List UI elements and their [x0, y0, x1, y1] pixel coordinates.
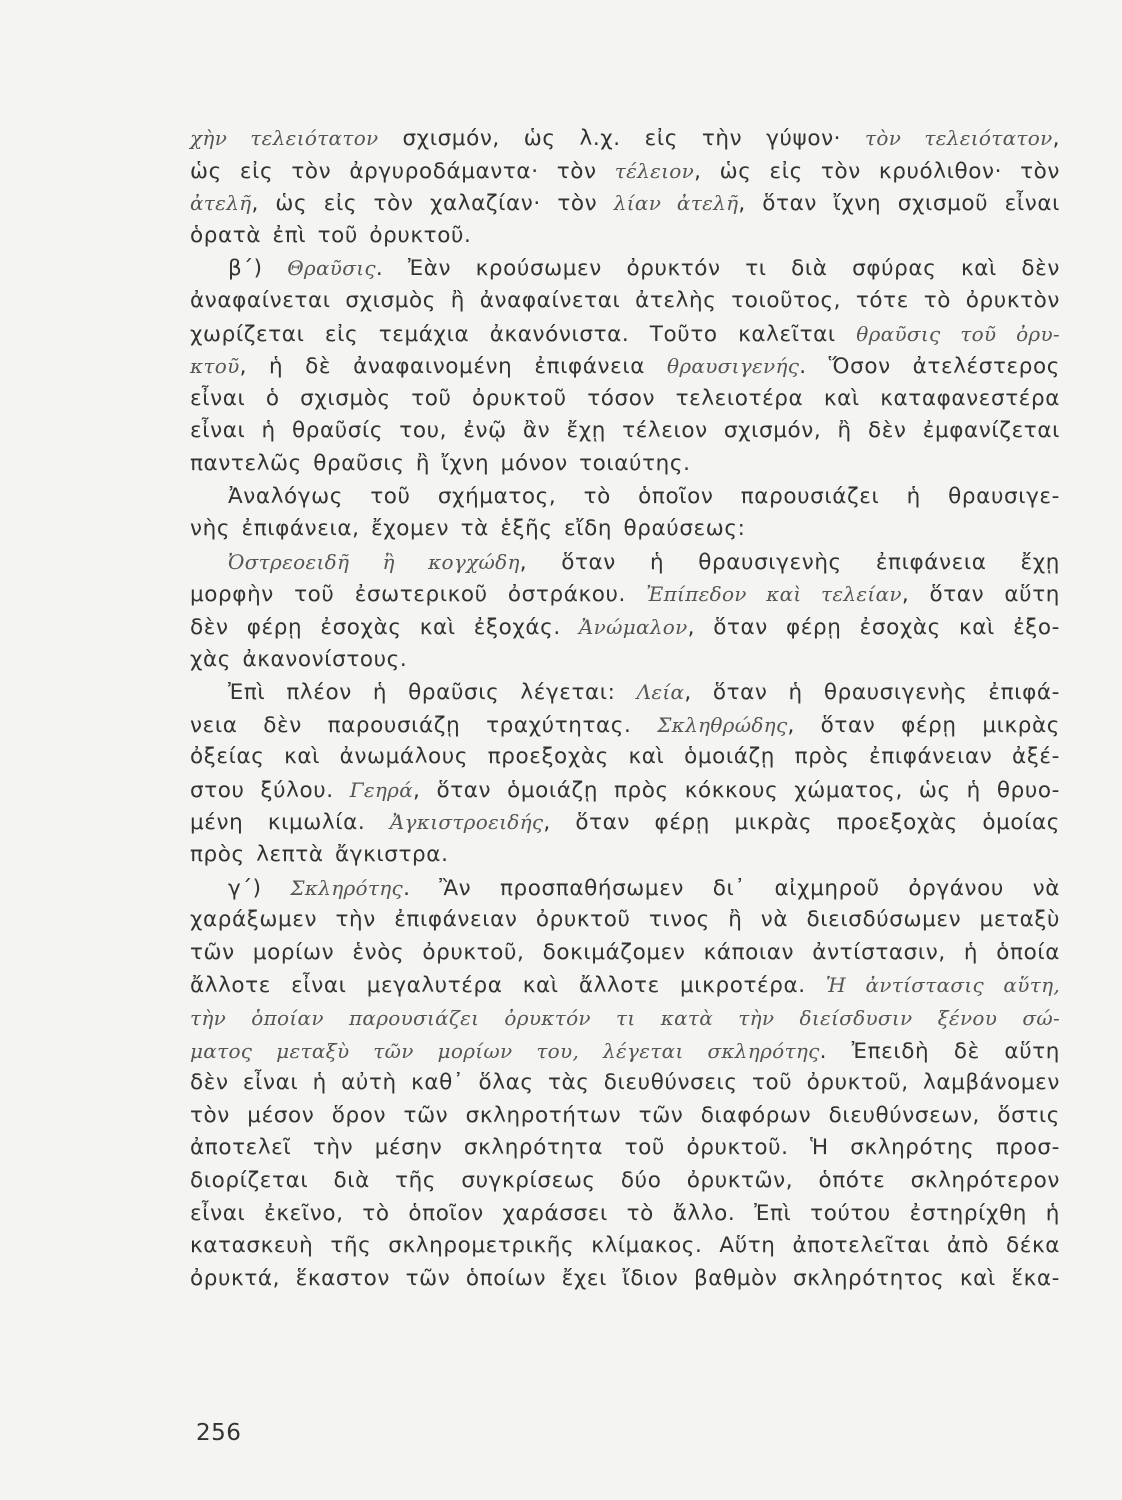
text-run: μένη κιμωλία.: [190, 810, 390, 836]
text-run: νεια δὲν παρουσιάζῃ τραχύτητας.: [190, 712, 658, 738]
text-line: [190, 546, 1060, 579]
text-run: β΄): [228, 256, 288, 282]
text-run: , ὅταν ὁμοιάζῃ πρὸς κόκκους χώματος, ὡς ἡ θρυο-: [413, 777, 1061, 803]
text-run: πρὸς λεπτὰ ἄγκιστρα.: [190, 842, 449, 868]
text-line: [190, 1100, 1060, 1133]
text-run: κατασκευὴ τῆς σκληρομετρικῆς κλίμακος. Αὕτη ἀποτελεῖται ἀπὸ δέκα: [190, 1233, 1060, 1259]
italic-term: ματος μεταξὺ τῶν μορίων του, λέγεται σκληρότης: [190, 1038, 820, 1063]
text-run: ὁρατὰ ἐπὶ τοῦ ὀρυκτοῦ.: [190, 222, 472, 248]
text-run: χωρίζεται εἰς τεμάχια ἀκανόνιστα. Τοῦτο καλεῖται: [190, 321, 857, 347]
text-line: [190, 155, 1060, 188]
text-line: [190, 220, 1060, 253]
italic-term: χὴν τελειότατον: [190, 126, 379, 150]
text-run: ἀποτελεῖ τὴν μέσην σκληρότητα τοῦ ὀρυκτοῦ. Ἡ σκληρότης προσ-: [190, 1135, 1060, 1161]
italic-term: ἀτελῆ: [190, 191, 252, 216]
text-run: χὰς ἀκανονίστους.: [190, 646, 408, 672]
text-line: [190, 806, 1060, 839]
italic-term: τέλειον: [614, 158, 695, 183]
text-run: , ὅταν αὕτη: [901, 582, 1060, 608]
italic-term: Λεία: [636, 680, 685, 705]
text-line: [190, 839, 1060, 872]
italic-term: κτοῦ: [190, 354, 240, 379]
text-run: μορφὴν τοῦ ἐσωτερικοῦ ὀστράκου.: [190, 582, 647, 608]
text-run: , ὅταν ἴχνη σχισμοῦ εἶναι: [738, 191, 1061, 217]
text-line: [190, 709, 1060, 742]
text-run: εἶναι ἡ θραῦσίς του, ἐνῷ ἂν ἔχῃ τέλειον σχισμόν, ἢ δὲν ἐμφανίζεται: [190, 418, 1060, 444]
text-run: χαράξωμεν τὴν ἐπιφάνειαν ὀρυκτοῦ τινος ἢ νὰ διεισδύσωμεν μεταξὺ: [190, 907, 1060, 933]
text-line: [190, 1230, 1060, 1263]
text-line: [190, 187, 1060, 220]
text-line: [190, 872, 1060, 905]
text-run: δὲν εἶναι ἡ αὐτὴ καθ᾿ ὅλας τὰς διευθύνσεις τοῦ ὀρυκτοῦ, λαμβάνομεν: [190, 1070, 1060, 1096]
text-line: [190, 937, 1060, 970]
text-run: . Ἂν προσπαθήσωμεν δι᾿ αἰχμηροῦ ὀργάνου νὰ: [403, 875, 1060, 901]
text-run: , ὅταν φέρῃ μικρὰς προεξοχὰς ὁμοίας: [543, 810, 1061, 836]
text-run: . Ἐπειδὴ δὲ αὕτη: [819, 1038, 1060, 1064]
text-run: , ὅταν ἡ θραυσιγενὴς ἐπιφάνεια ἔχῃ: [519, 549, 1061, 575]
text-line: [190, 969, 1060, 1002]
text-line: [190, 774, 1060, 807]
text-run: τὸν μέσον ὅρον τῶν σκληροτήτων τῶν διαφόρων διευθύνσεων, ὅστις: [190, 1102, 1060, 1128]
italic-term: Ἡ ἀντίστασις αὕτη,: [825, 973, 1061, 998]
text-line: [190, 122, 1060, 155]
text-line: [190, 350, 1060, 383]
text-line: [190, 1198, 1060, 1231]
text-line: [190, 318, 1060, 351]
text-line: [190, 481, 1060, 514]
text-run: εἶναι ἐκεῖνο, τὸ ὁποῖον χαράσσει τὸ ἄλλο. Ἐπὶ τούτου ἐστηρίχθη ἡ: [190, 1200, 1060, 1226]
text-run: ἀναφαίνεται σχισμὸς ἢ ἀναφαίνεται ἀτελὴς τοιοῦτος, τότε τὸ ὀρυκτὸν: [190, 287, 1060, 313]
italic-term: Ἀγκιστροειδής: [389, 810, 544, 835]
text-run: ἄλλοτε εἶναι μεγαλυτέρα καὶ ἄλλοτε μικροτέρα.: [190, 973, 826, 999]
text-run: διορίζεται διὰ τῆς συγκρίσεως δύο ὀρυκτῶν, ὁπότε σκληρότερον: [190, 1168, 1060, 1193]
text-run: . Ἐὰν κρούσωμεν ὀρυκτόν τι διὰ σφύρας καὶ δὲν: [375, 256, 1061, 282]
italic-term: θραῦσις τοῦ ὀρυ-: [856, 321, 1060, 346]
text-run: στου ξύλου.: [190, 777, 350, 803]
text-line: [190, 1132, 1060, 1165]
italic-term: Γεηρά: [349, 777, 414, 802]
text-line: [190, 578, 1060, 611]
text-run: νὴς ἐπιφάνεια, ἔχομεν τὰ ἑξῆς εἴδη θραύσεως:: [190, 516, 746, 542]
text-run: . Ὅσον ἀτελέστερος: [799, 354, 1060, 380]
text-run: , ὅταν φέρῃ ἐσοχὰς καὶ ἐξο-: [687, 614, 1060, 640]
text-run: γ΄): [228, 875, 291, 901]
text-line: [190, 741, 1060, 774]
text-run: , ὅταν ἡ θραυσιγενὴς ἐπιφά-: [684, 680, 1060, 706]
text-run: ὀρυκτά, ἕκαστον τῶν ὁποίων ἔχει ἴδιον βαθμὸν σκληρότητος καὶ ἕκα-: [190, 1265, 1060, 1291]
page-number: 256: [196, 1420, 242, 1446]
text-run: σχισμόν, ὡς λ.χ. εἰς τὴν γύψον·: [378, 126, 866, 151]
italic-term: Σκληθρώδης: [657, 712, 788, 737]
text-line: [190, 1165, 1060, 1198]
text-line: [190, 513, 1060, 546]
text-run: ,: [1052, 126, 1061, 151]
text-line: [190, 676, 1060, 709]
text-run: Ἀναλόγως τοῦ σχήματος, τὸ ὁποῖον παρουσιάζει ἡ θραυσιγε-: [228, 483, 1060, 509]
italic-term: τὴν ὁποίαν παρουσιάζει ὀρυκτόν τι κατὰ τὴν διείσδυσιν ξένου σώ-: [190, 1006, 1060, 1031]
text-line: [190, 1035, 1060, 1068]
text-run: τῶν μορίων ἑνὸς ὀρυκτοῦ, δοκιμάζομεν κάποιαν ἀντίστασιν, ἡ ὁποία: [190, 939, 1060, 965]
text-line: [190, 448, 1060, 481]
page-body-text: [190, 122, 1060, 1295]
italic-term: τὸν τελειότατον: [865, 126, 1053, 150]
text-line: [190, 644, 1060, 677]
text-line: [190, 285, 1060, 318]
text-line: [190, 415, 1060, 448]
text-run: , ὡς εἰς τὸν κρυόλιθον· τὸν: [694, 158, 1060, 184]
italic-term: λίαν ἀτελῆ: [613, 191, 739, 216]
text-line: [190, 1067, 1060, 1100]
italic-term: Ὀστρεοειδῆ ἢ κογχώδη: [228, 549, 520, 574]
text-run: , ὅταν φέρῃ μικρὰς: [787, 712, 1060, 738]
text-run: δὲν φέρῃ ἐσοχὰς καὶ ἐξοχάς.: [190, 614, 579, 640]
text-run: , ἡ δὲ ἀναφαινομένη ἐπιφάνεια: [239, 354, 667, 380]
text-run: Ἐπὶ πλέον ἡ θραῦσις λέγεται:: [228, 680, 637, 706]
text-line: [190, 1002, 1060, 1035]
italic-term: Σκληρότης: [290, 875, 404, 900]
text-run: παντελῶς θραῦσις ἢ ἴχνη μόνον τοιαύτης.: [190, 450, 691, 476]
text-run: εἶναι ὁ σχισμὸς τοῦ ὀρυκτοῦ τόσον τελειοτέρα καὶ καταφανεστέρα: [190, 385, 1060, 411]
italic-term: Θραῦσις: [287, 256, 376, 281]
text-run: ὀξείας καὶ ἀνωμάλους προεξοχὰς καὶ ὁμοιάζῃ πρὸς ἐπιφάνειαν ἀξέ-: [190, 744, 1060, 770]
text-run: ὡς εἰς τὸν ἀργυροδάμαντα· τὸν: [190, 158, 615, 184]
text-line: [190, 904, 1060, 937]
text-run: , ὡς εἰς τὸν χαλαζίαν· τὸν: [251, 191, 614, 217]
text-line: [190, 611, 1060, 644]
italic-term: θραυσιγενής: [666, 354, 800, 379]
text-line: [190, 383, 1060, 416]
text-line: [190, 1263, 1060, 1296]
text-line: [190, 252, 1060, 285]
italic-term: Ἐπίπεδον καὶ τελείαν: [646, 582, 902, 607]
italic-term: Ἀνώμαλον: [578, 614, 688, 639]
